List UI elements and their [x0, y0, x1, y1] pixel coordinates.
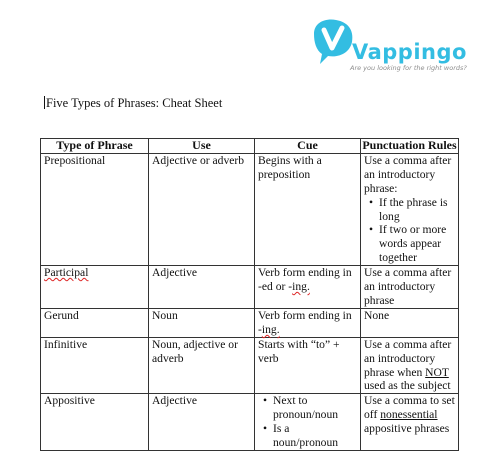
flagged-word: ing.	[261, 322, 280, 336]
cue-text: Verb form ending in -	[258, 308, 352, 336]
logo-tagline: Are you looking for the right words?	[350, 64, 467, 72]
rules-text: Use a comma after an introductory phrase:	[364, 153, 452, 195]
table-row	[41, 153, 459, 265]
cue-bullet-list	[258, 394, 357, 450]
text-cursor	[44, 96, 45, 109]
table-row	[41, 337, 459, 394]
cell-cue: Begins with a preposition	[255, 153, 361, 265]
rules-bullet-list	[364, 196, 455, 266]
cell-use: Adjective	[149, 266, 255, 309]
cell-use: Noun, adjective or adverb	[149, 337, 255, 394]
cell-rules	[361, 337, 459, 394]
rules-bullet: • If the phrase is long	[369, 196, 455, 224]
cell-cue	[255, 394, 361, 451]
header-cue: Cue	[255, 139, 361, 154]
cell-type: Infinitive	[41, 337, 149, 394]
underlined-word: NOT	[425, 365, 449, 379]
rules-text: Use a comma to set off	[364, 394, 455, 422]
cell-rules: Use a comma after an introductory phrase	[361, 266, 459, 309]
table-header-row	[41, 139, 459, 154]
header-type-of-phrase: Type of Phrase	[41, 139, 149, 154]
flagged-word: ing.	[292, 280, 310, 294]
rules-text-tail: appositive phrases	[364, 422, 450, 436]
cell-cue: Starts with “to” + verb	[255, 337, 361, 394]
table-row	[41, 394, 459, 451]
cell-type: Prepositional	[41, 153, 149, 265]
header-punctuation-rules: Punctuation Rules	[362, 138, 457, 152]
misspelled-word: Participal	[44, 266, 89, 280]
cell-type	[41, 266, 149, 309]
cue-bullet: • Is a noun/pronoun	[263, 422, 357, 450]
rules-bullet: • If two or more words appear together	[369, 223, 455, 265]
cell-cue	[255, 308, 361, 337]
underlined-word: nonessential	[380, 408, 438, 422]
phrases-table	[40, 138, 459, 451]
cell-use: Noun	[149, 308, 255, 337]
cell-type: Gerund	[41, 308, 149, 337]
cell-use: Adjective or adverb	[149, 153, 255, 265]
rules-text: Use a comma after an introductory phrase when	[364, 337, 452, 379]
header-use: Use	[149, 139, 255, 154]
logo-wordmark: Vappingo	[352, 40, 467, 64]
cell-rules	[361, 394, 459, 451]
document-title	[44, 96, 222, 111]
cell-cue	[255, 266, 361, 309]
cue-text: Verb form ending in -ed or -	[258, 266, 352, 294]
rules-text-tail: used as the subject	[364, 379, 451, 393]
cue-bullet: • Next to pronoun/noun	[263, 394, 357, 422]
cell-rules	[361, 153, 459, 265]
table-row	[41, 266, 459, 309]
vappingo-logo	[308, 16, 474, 74]
cell-use: Adjective	[149, 394, 255, 451]
cell-rules: None	[361, 308, 459, 337]
document-title-text: Five Types of Phrases: Cheat Sheet	[46, 96, 223, 110]
cell-type: Appositive	[41, 394, 149, 451]
table-row	[41, 308, 459, 337]
